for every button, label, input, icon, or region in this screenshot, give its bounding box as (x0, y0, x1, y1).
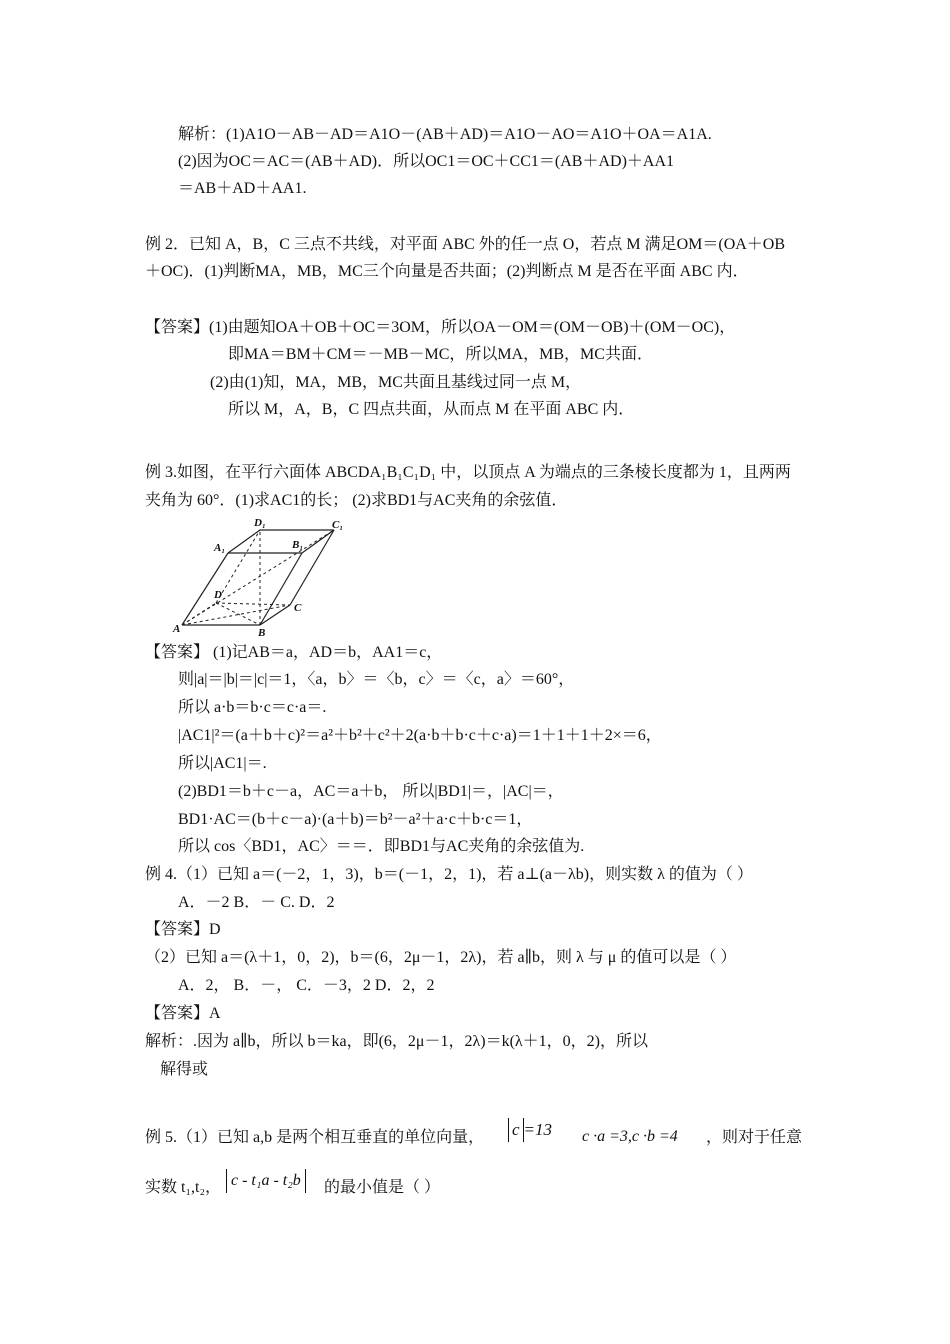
edge-dc (216, 603, 290, 605)
example-5-line-1: 例 5.（1）已知 a,b 是两个相互垂直的单位向量， (145, 1129, 485, 1146)
label-a1: A₁ (214, 542, 226, 554)
norm-c-equation (508, 1118, 552, 1142)
label-b1: B₁ (292, 539, 304, 551)
answer-4-2: 【答案】A (145, 1005, 221, 1022)
diag-db (216, 603, 260, 625)
norm-c-value: =13 (523, 1120, 553, 1139)
example-5-line-2: 实数 t₁,t₂， (145, 1179, 222, 1196)
norm-c: c (508, 1118, 524, 1142)
label-d1: D₁ (254, 517, 266, 529)
label-b: B (258, 627, 266, 637)
edge-bb1 (260, 553, 302, 625)
answer-3-line-7: BD1·AC＝(b＋c－a)·(a＋b)＝b²－a²＋a·c＋b·c＝1， (178, 811, 533, 828)
example-4-part-1: 例 4.（1）已知 a＝(－2，1，3)，b＝(－1，2，1)，若 a⊥(a－λb)，则实数 λ 的值为（ ） (145, 866, 753, 883)
example-3-line-2: 夹角为 60°．(1)求AC1的长； (2)求BD1与AC夹角的余弦值． (145, 492, 568, 509)
parallelepiped-figure (172, 515, 352, 637)
dot-products: c ·a =3,c ·b =4 (582, 1128, 678, 1145)
answer-2-line-2: 即MA＝BM＋CM＝－MB－MC，所以MA，MB，MC共面． (228, 346, 653, 363)
solution-line-3: ＝AB＋AD＋AA1. (178, 180, 307, 197)
min-expression: c - t₁a - t₂b (226, 1169, 306, 1193)
answer-3-line-1: 【答案】 (1)记AB＝a，AD＝b，AA1＝c， (145, 644, 443, 661)
answer-3-line-2: 则|a|＝|b|＝|c|＝1，〈a，b〉＝〈b，c〉＝〈c，a〉＝60°， (178, 671, 575, 688)
example-3-line-1: 例 3.如图，在平行六面体 ABCDA₁B₁C₁D₁ 中，以顶点 A 为端点的三条棱长度都为 1，且两两 (145, 464, 791, 481)
answer-4-1: 【答案】D (145, 921, 221, 938)
example-2-line-1: 例 2．已知 A，B，C 三点不共线，对平面 ABC 外的任一点 O，若点 M 满足OM＝(OA＋OB (145, 236, 786, 253)
answer-3-line-4: |AC1|²＝(a＋b＋c)²＝a²＋b²＋c²＋2(a·b＋b·c＋c·a)＝1＋1＋1＋2×＝6， (178, 727, 662, 744)
label-d: D (214, 589, 222, 601)
answer-2-line-3: (2)由(1)知，MA，MB，MC共面且基线过同一点 M， (210, 374, 582, 391)
analysis-4-line-2: 解得或 (160, 1061, 209, 1078)
example-2-line-2: ＋OC)．(1)判断MA，MB，MC三个向量是否共面；(2)判断点 M 是否在平面 ABC 内． (145, 263, 749, 280)
example-4-options-1: A．－2 B．－ C. D．2 (178, 894, 335, 911)
edge-c1b1 (302, 530, 334, 553)
answer-2-line-4: 所以 M，A，B，C 四点共面，从而点 M 在平面 ABC 内． (228, 401, 635, 418)
label-c1: C₁ (332, 519, 344, 531)
solution-line-2: (2)因为OC＝AC＝(AB＋AD)．所以OC1＝OC＋CC1＝(AB＋AD)＋AA1 (178, 153, 675, 170)
answer-3-line-5: 所以|AC1|＝. (178, 755, 267, 772)
answer-3-line-6: (2)BD1＝b＋c－a，AC＝a＋b， 所以|BD1|＝，|AC|＝， (178, 783, 564, 800)
solution-line-1: 解析：(1)A1O－AB－AD＝A1O－(AB＋AD)＝A1O－AO＝A1O＋OA＝A1A. (178, 126, 712, 143)
example-4-part-2: （2）已知 a＝(λ＋1，0，2)，b＝(6，2μ－1，2λ)，若 a∥b，则 λ 与 μ 的值可以是（ ） (145, 949, 737, 966)
answer-3-line-8: 所以 cos〈BD1，AC〉＝＝．即BD1与AC夹角的余弦值为. (178, 838, 585, 855)
analysis-4-line-1: 解析：.因为 a∥b，所以 b＝ka，即(6，2μ－1，2λ)＝k(λ＋1，0，2)，所以 (145, 1033, 649, 1050)
edge-a1d1 (228, 530, 260, 553)
answer-2-line-1: 【答案】(1)由题知OA＋OB＋OC＝3OM，所以OA－OM＝(OM－OB)＋(OM－OC)， (145, 319, 736, 336)
edge-dd1 (216, 530, 260, 603)
label-c: C (294, 602, 302, 614)
diag-ac1 (182, 530, 334, 625)
answer-3-line-3: 所以 a·b＝b·c＝c·a＝. (178, 699, 327, 716)
example-5-line-2-tail: 的最小值是（ ） (324, 1179, 441, 1196)
label-a: A (173, 623, 181, 635)
example-5-line-1-tail: ，则对于任意 (706, 1129, 803, 1146)
edge-bc (260, 605, 290, 625)
example-4-options-2: A．2， B．－， C．－3，2 D．2，2 (178, 977, 435, 994)
